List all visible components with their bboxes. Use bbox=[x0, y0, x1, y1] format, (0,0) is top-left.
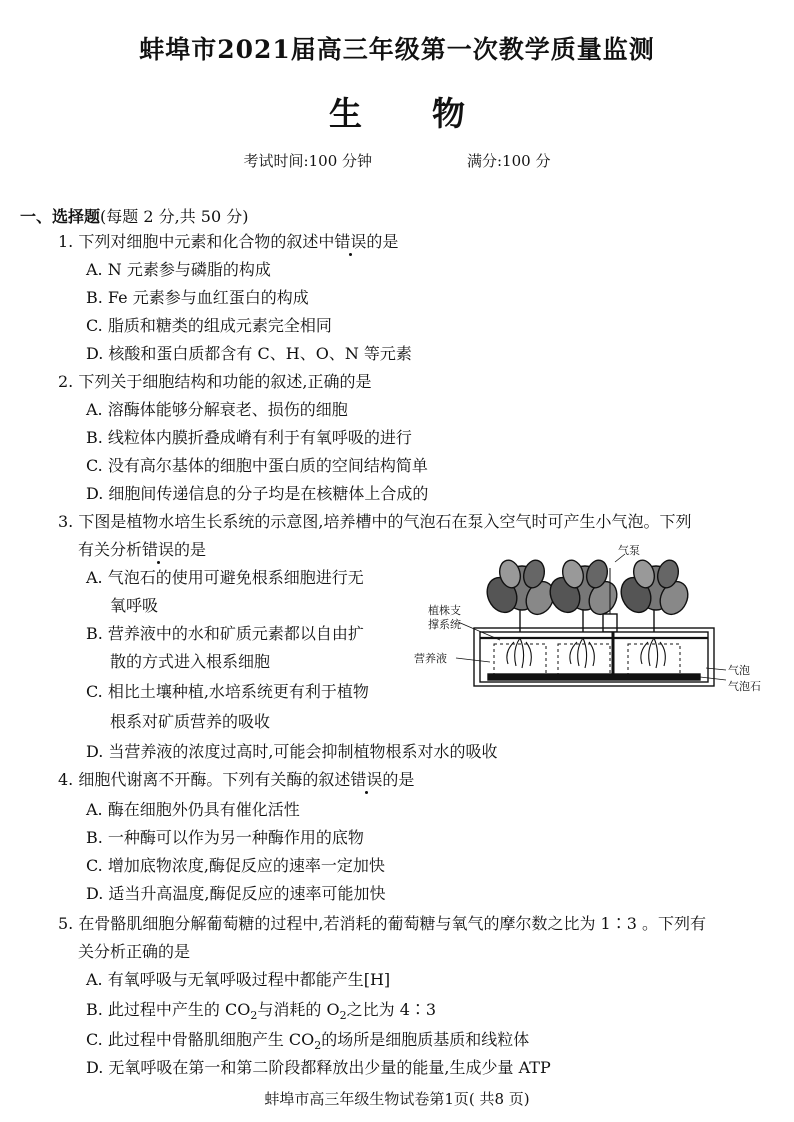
exam-meta bbox=[0, 150, 794, 171]
q5-c-part1: C. 此过程中骨骼肌细胞产生 CO bbox=[86, 1030, 315, 1049]
label-stone: 气泡石 bbox=[728, 680, 761, 693]
q5-c-part2: 的场所是细胞质基质和线粒体 bbox=[321, 1030, 530, 1049]
q5-option-c bbox=[86, 1030, 530, 1053]
q3-stem-text: 有关分析 bbox=[78, 540, 143, 559]
q4-stem-text: 4. 细胞代谢离不开酶。下列有关酶的叙述 bbox=[58, 770, 351, 789]
label-support-1: 植株支 bbox=[428, 604, 461, 617]
q4-stem-end: 的是 bbox=[382, 770, 415, 789]
q3-option-b-line2: 散的方式进入根系细胞 bbox=[110, 652, 271, 671]
q2-stem: 2. 下列关于细胞结构和功能的叙述,正确的是 bbox=[58, 372, 372, 391]
label-pump: 气泵 bbox=[618, 544, 640, 557]
q3-stem-line1: 3. 下图是植物水培生长系统的示意图,培养槽中的气泡石在泵入空气时可产生小气泡。下列 bbox=[58, 512, 692, 531]
page-footer: 蚌埠市高三年级生物试卷第1页( 共8 页) bbox=[264, 1090, 530, 1108]
q5-option-d: D. 无氧呼吸在第一和第二阶段都释放出少量的能量,生成少量 ATP bbox=[86, 1058, 551, 1077]
q5-b-part2: 与消耗的 O bbox=[257, 1000, 340, 1019]
q5-c-sub: 2 bbox=[314, 1039, 322, 1053]
hydroponic-diagram bbox=[410, 540, 775, 710]
q1-option-a: A. N 元素参与磷脂的构成 bbox=[86, 260, 271, 279]
q1-emphasis: 错误 bbox=[334, 232, 367, 251]
q4-stem bbox=[58, 770, 414, 790]
q3-stem-end: 的是 bbox=[174, 540, 207, 559]
q3-stem-line2 bbox=[78, 540, 206, 560]
exam-title: 蚌埠市2021届高三年级第一次教学质量监测 bbox=[139, 35, 655, 64]
q3-option-a-line2: 氧呼吸 bbox=[110, 596, 159, 615]
exam-time: 考试时间:100 分钟 bbox=[243, 152, 372, 170]
label-support-2: 撑系统 bbox=[428, 618, 461, 631]
air-pump bbox=[603, 614, 617, 632]
q3-option-b-line1: B. 营养液中的水和矿质元素都以自由扩 bbox=[86, 624, 364, 643]
plant-1 bbox=[482, 558, 559, 632]
q5-option-b bbox=[86, 1000, 437, 1023]
full-score: 满分:100 分 bbox=[467, 152, 551, 170]
q4-option-a: A. 酶在细胞外仍具有催化活性 bbox=[86, 800, 300, 819]
q4-option-c: C. 增加底物浓度,酶促反应的速率一定加快 bbox=[86, 856, 385, 875]
q5-b-part3: 之比为 4∶3 bbox=[346, 1000, 437, 1019]
q3-option-d: D. 当营养液的浓度过高时,可能会抑制植物根系对水的吸收 bbox=[86, 742, 498, 761]
q1-option-d: D. 核酸和蛋白质都含有 C、H、O、N 等元素 bbox=[86, 344, 412, 363]
q5-option-a: A. 有氧呼吸与无氧呼吸过程中都能产生[H] bbox=[86, 970, 391, 989]
q2-option-b: B. 线粒体内膜折叠成嵴有利于有氧呼吸的进行 bbox=[86, 428, 412, 447]
q2-option-a: A. 溶酶体能够分解衰老、损伤的细胞 bbox=[86, 400, 348, 419]
q3-option-c-line1: C. 相比土壤种植,水培系统更有利于植物 bbox=[86, 682, 369, 701]
label-bubble: 气泡 bbox=[728, 664, 750, 677]
q4-option-d: D. 适当升高温度,酶促反应的速率可能加快 bbox=[86, 884, 386, 903]
q1-option-b: B. Fe 元素参与血红蛋白的构成 bbox=[86, 288, 309, 307]
plant-3 bbox=[616, 558, 693, 632]
q1-stem-text: 1. 下列对细胞中元素和化合物的叙述中 bbox=[58, 232, 335, 251]
air-stone bbox=[488, 674, 700, 680]
section-note: (每题 2 分,共 50 分) bbox=[100, 207, 249, 226]
q4-emphasis: 错误 bbox=[350, 770, 383, 789]
q1-stem-end: 的是 bbox=[366, 232, 399, 251]
q5-stem-line2: 关分析正确的是 bbox=[78, 942, 191, 961]
q2-option-c: C. 没有高尔基体的细胞中蛋白质的空间结构简单 bbox=[86, 456, 428, 475]
q3-option-c-line2: 根系对矿质营养的吸收 bbox=[110, 712, 271, 731]
subject-title: 生物 bbox=[329, 94, 535, 133]
q1-stem bbox=[58, 232, 398, 252]
q5-b-sub1: 2 bbox=[250, 1009, 258, 1023]
q5-b-part1: B. 此过程中产生的 CO bbox=[86, 1000, 251, 1019]
q5-b-sub2: 2 bbox=[339, 1009, 347, 1023]
q2-option-d: D. 细胞间传递信息的分子均是在核糖体上合成的 bbox=[86, 484, 429, 503]
label-nutrient: 营养液 bbox=[414, 652, 447, 665]
section-heading bbox=[20, 204, 248, 227]
section-label: 一、选择题 bbox=[20, 207, 101, 226]
q3-emphasis: 错误 bbox=[142, 540, 175, 559]
q5-stem-line1: 5. 在骨骼肌细胞分解葡萄糖的过程中,若消耗的葡萄糖与氧气的摩尔数之比为 1∶3 。下列有 bbox=[58, 914, 706, 933]
q4-option-b: B. 一种酶可以作为另一种酶作用的底物 bbox=[86, 828, 364, 847]
q3-option-a-line1: A. 气泡石的使用可避免根系细胞进行无 bbox=[86, 568, 364, 587]
q1-option-c: C. 脂质和糖类的组成元素完全相同 bbox=[86, 316, 332, 335]
